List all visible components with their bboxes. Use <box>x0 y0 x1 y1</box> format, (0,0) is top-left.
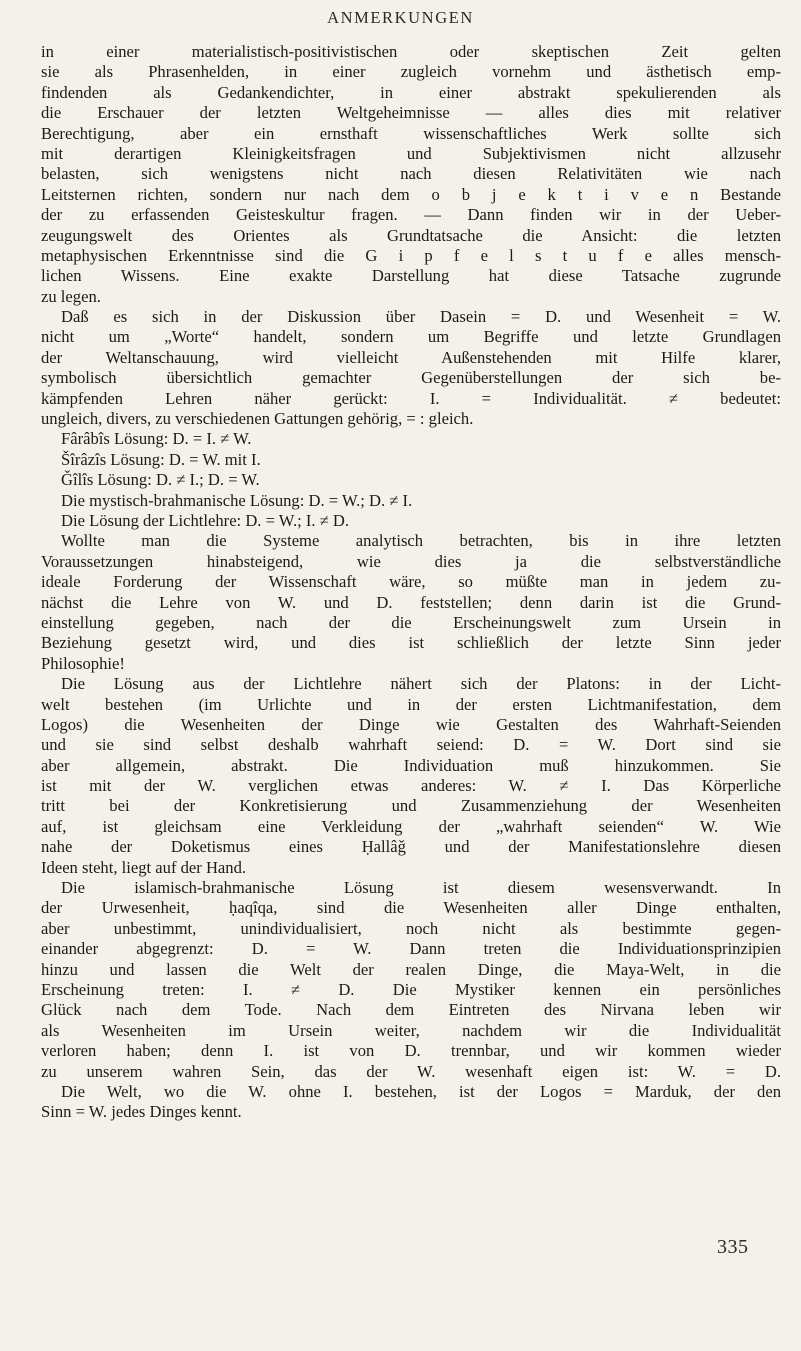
text-line: Die mystisch-brahmanische Lösung: D. = W.; D. ≠ I. <box>61 490 413 510</box>
text-line: Voraussetzungen hinabsteigend, wie dies ja die selbstverständliche <box>41 551 781 571</box>
text-line: als Wesenheiten im Ursein weiter, nachdem wir die Individualität <box>41 1020 781 1040</box>
text-line: Erscheinung treten: I. ≠ D. Die Mystiker kennen ein persönliches <box>41 979 781 999</box>
text-line: welt bestehen (im Urlichte und in der ersten Lichtmanifestation, dem <box>41 694 781 714</box>
text-line: metaphysischen Erkenntnisse sind die G i p f e l s t u f e alles mensch- <box>41 245 781 265</box>
text-line: und sie sind selbst deshalb wahrhaft seiend: D. = W. Dort sind sie <box>41 735 781 755</box>
text-line: lichen Wissens. Eine exakte Darstellung hat diese Tatsache zugrunde <box>41 266 781 286</box>
text-line: zeugungswelt des Orientes als Grundtatsache die Ansicht: die letzten <box>41 225 781 245</box>
text-line: der Weltanschauung, wird vielleicht Außenstehenden mit Hilfe klarer, <box>41 347 781 367</box>
text-line: Sinn = W. jedes Dinges kennt. <box>41 1102 242 1122</box>
text-line: ist mit der W. verglichen etwas anderes: W. ≠ I. Das Körperliche <box>41 776 781 796</box>
text-line: aber unbestimmt, unindividualisiert, noch nicht als bestimmte gegen- <box>41 918 781 938</box>
text-line: ungleich, divers, zu verschiedenen Gattungen gehörig, = : gleich. <box>41 409 474 429</box>
text-line: hinzu und lassen die Welt der realen Dinge, die Maya-Welt, in die <box>41 959 781 979</box>
text-line: Die Lösung aus der Lichtlehre nähert sich der Platons: in der Licht- <box>61 674 781 694</box>
text-line: auf, ist gleichsam eine Verkleidung der „wahrhaft seienden“ W. Wie <box>41 816 781 836</box>
text-line: nahe der Doketismus eines Ḥallâǧ und der Manifestationslehre diesen <box>41 837 781 857</box>
text-line: Berechtigung, aber ein ernsthaft wissenschaftliches Werk sollte sich <box>41 123 781 143</box>
text-line: Wollte man die Systeme analytisch betrachten, bis in ihre letzten <box>61 531 781 551</box>
text-line: Die islamisch-brahmanische Lösung ist diesem wesensverwandt. In <box>61 878 781 898</box>
text-line: kämpfenden Lehren näher gerückt: I. = Individualität. ≠ bedeutet: <box>41 388 781 408</box>
text-line: der Urwesenheit, ḥaqîqa, sind die Wesenheiten aller Dinge enthalten, <box>41 898 781 918</box>
text-line: Šîrâzîs Lösung: D. = W. mit I. <box>61 449 261 469</box>
text-line: nächst die Lehre von W. und D. feststellen; denn darin ist die Grund- <box>41 592 781 612</box>
body-text <box>41 42 781 1123</box>
text-line: tritt bei der Konkretisierung und Zusammenziehung der Wesenheiten <box>41 796 781 816</box>
text-line: der zu erfassenden Geisteskultur fragen. — Dann finden wir in der Ueber- <box>41 205 781 225</box>
text-line: ideale Forderung der Wissenschaft wäre, so müßte man in jedem zu- <box>41 572 781 592</box>
text-line: Glück nach dem Tode. Nach dem Eintreten des Nirvana leben wir <box>41 1000 781 1020</box>
text-line: findenden als Gedankendichter, in einer abstrakt spekulierenden als <box>41 82 781 102</box>
text-line: in einer materialistisch-positivistischen oder skeptischen Zeit gelten <box>41 42 781 61</box>
page-number: 335 <box>717 1236 749 1258</box>
text-line: Die Lösung der Lichtlehre: D. = W.; I. ≠ D. <box>61 510 350 530</box>
text-line: zu legen. <box>41 286 101 306</box>
text-line: Ideen steht, liegt auf der Hand. <box>41 857 247 877</box>
text-line: mit derartigen Kleinigkeitsfragen und Subjektivismen nicht allzusehr <box>41 143 781 163</box>
text-line: Philosophie! <box>41 653 125 673</box>
text-line: Die Welt, wo die W. ohne I. bestehen, ist der Logos = Marduk, der den <box>61 1081 781 1101</box>
text-line: verloren haben; denn I. ist von D. trennbar, und wir kommen wieder <box>41 1041 781 1061</box>
text-line: aber allgemein, abstrakt. Die Individuation muß hinzukommen. Sie <box>41 755 781 775</box>
text-line: die Erschauer der letzten Weltgeheimnisse — alles dies mit relativer <box>41 103 781 123</box>
text-line: Beziehung gesetzt wird, und dies ist schließlich der letzte Sinn jeder <box>41 633 781 653</box>
text-line: sie als Phrasenhelden, in einer zugleich vornehm und ästhetisch emp- <box>41 62 781 82</box>
text-line: Logos) die Wesenheiten der Dinge wie Gestalten des Wahrhaft-Seienden <box>41 714 781 734</box>
text-line: einander abgegrenzt: D. = W. Dann treten die Individuationsprinzipien <box>41 939 781 959</box>
text-line: Leitsternen richten, sondern nur nach dem o b j e k t i v e n Bestande <box>41 184 781 204</box>
text-line: symbolisch übersichtlich gemachter Gegenüberstellungen der sich be- <box>41 368 781 388</box>
text-line: zu unserem wahren Sein, das der W. wesenhaft eigen ist: W. = D. <box>41 1061 781 1081</box>
text-line: belasten, sich wenigstens nicht nach diesen Relativitäten wie nach <box>41 164 781 184</box>
text-line: Daß es sich in der Diskussion über Dasein = D. und Wesenheit = W. <box>61 307 781 327</box>
text-line: Fârâbîs Lösung: D. = I. ≠ W. <box>61 429 252 449</box>
text-line: Ǧîlîs Lösung: D. ≠ I.; D. = W. <box>61 470 260 490</box>
running-header: ANMERKUNGEN <box>327 8 474 27</box>
text-line: einstellung gegeben, nach der die Erscheinungswelt zum Ursein in <box>41 612 781 632</box>
text-line: nicht um „Worte“ handelt, sondern um Begriffe und letzte Grundlagen <box>41 327 781 347</box>
